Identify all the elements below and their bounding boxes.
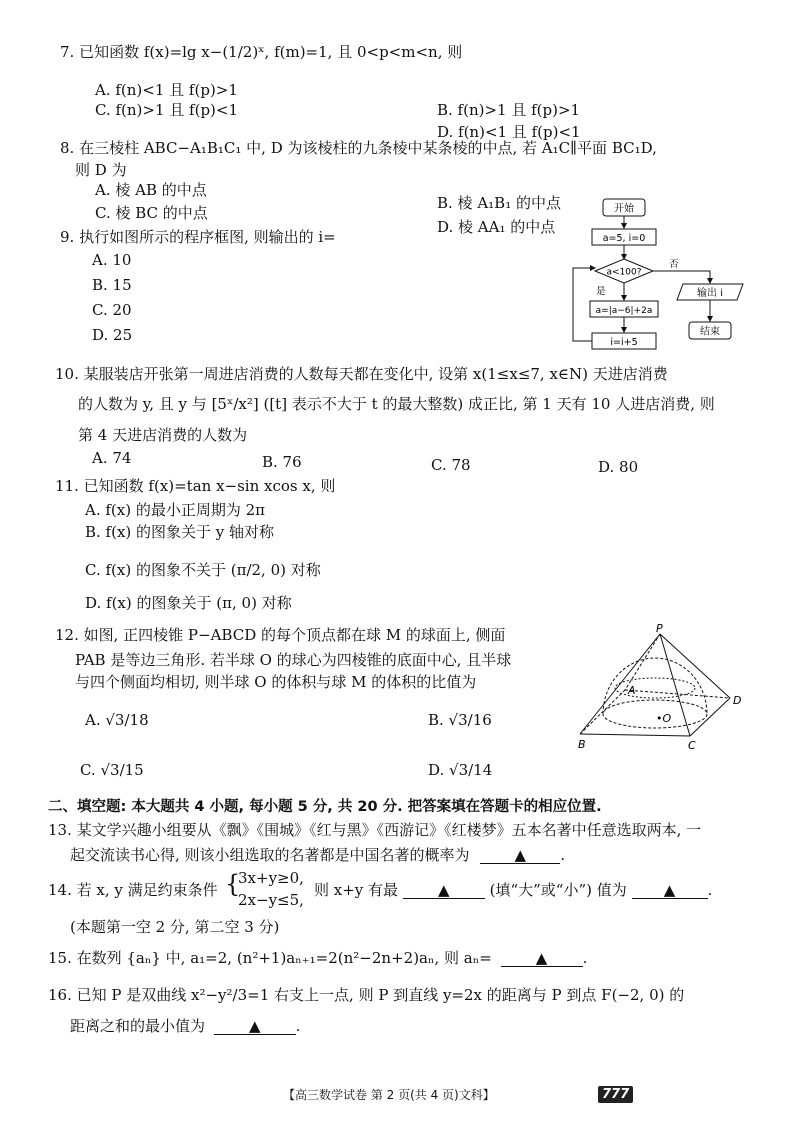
q8-option-b: B. 棱 A₁B₁ 的中点 [437,194,561,212]
q13-line1: 13. 某文学兴趣小组要从《飘》《围城》《红与黑》《西游记》《红楼梦》五本名著中任意选取两本, 一 [48,821,702,839]
q9-option-c: C. 20 [92,301,132,319]
blank-marker-icon: ▲ [514,846,527,864]
q16-line2-text: 距离之和的最小值为 [70,1017,206,1035]
q14-pre: 14. 若 x, y 满足约束条件 [48,881,218,899]
q8-option-a: A. 棱 AB 的中点 [95,181,207,199]
q14-answer-blank-1[interactable] [403,882,485,899]
flow-update-a-text: a=|a−6|+2a [595,306,653,316]
q12-line1: 12. 如图, 正四棱锥 P−ABCD 的每个顶点都在球 M 的球面上, 侧面 [55,626,506,644]
q10-line1: 10. 某服装店开张第一周进店消费的人数每天都在变化中, 设第 x(1≤x≤7, x∈N) 天进店消费 [55,365,668,383]
blank-marker-icon: ▲ [249,1017,261,1035]
q10-option-d: D. 80 [598,458,639,476]
q8-stem-line1: 8. 在三棱柱 ABC−A₁B₁C₁ 中, D 为该棱柱的九条棱中某条棱的中点, 若 A₁C∥平面 BC₁D, [60,139,657,157]
q13-answer-blank[interactable] [480,847,560,864]
pyramid-label-o: •O [656,712,672,725]
q7-option-d: D. f(n)<1 且 f(p)<1 [437,123,581,141]
q12-option-a: A. √3/18 [85,711,149,729]
q9-option-d: D. 25 [92,326,133,344]
pyramid-label-c: C [688,739,696,752]
pyramid-label-b: B [578,738,586,751]
flow-init-text: a=5, i=0 [602,233,646,244]
pyramid-label-d: D [733,694,742,707]
pyramid-label-p: P [656,622,663,635]
q15-answer-blank[interactable] [501,950,583,967]
flow-output-text: 输出 i [697,288,723,299]
q11-stem: 11. 已知函数 f(x)=tan x−sin xcos x, 则 [55,477,336,495]
q9-option-b: B. 15 [92,276,132,294]
q13-line2-text: 起交流读书心得, 则该小组选取的名著都是中国名著的概率为 [70,846,470,864]
q10-line3: 第 4 天进店消费的人数为 [78,426,248,444]
pyramid-label-a: A [628,684,636,697]
q12-line3: 与四个侧面均相切, 则半球 O 的体积与球 M 的体积的比值为 [75,673,477,691]
q12-option-d: D. √3/14 [428,761,493,779]
blank-marker-icon: ▲ [663,881,676,899]
q9-flowchart [565,196,755,356]
flow-end-text: 结束 [700,326,720,338]
q13-line2: 起交流读书心得, 则该小组选取的名著都是中国名著的概率为 ▲ . [70,846,566,864]
flow-start-text: 开始 [614,203,634,215]
q16-line2: 距离之和的最小值为 ▲ . [70,1017,301,1035]
flow-update-i-text: i=i+5 [610,337,638,348]
q14-mid-text: 则 x+y 有最 [314,881,399,899]
q7-stem: 7. 已知函数 f(x)=lg x−(1/2)ˣ, f(m)=1, 且 0<p<m<n, 则 [60,43,463,61]
q12-option-b: B. √3/16 [428,711,492,729]
q10-line2: 的人数为 y, 且 y 与 [5ˣ/x²] ([t] 表示不大于 t 的最大整数) 成正比, 第 1 天有 10 人进店消费, 则 [78,395,715,413]
section-2-heading: 二、填空题: 本大题共 4 小题, 每小题 5 分, 共 20 分. 把答案填在答题卡的相应位置. [48,799,602,815]
q11-option-a: A. f(x) 的最小正周期为 2π [85,501,266,519]
q9-stem: 9. 执行如图所示的程序框图, 则输出的 i= [60,228,336,246]
q14-mid2-text: (填“大”或“小”) 值为 [489,881,627,899]
q10-option-a: A. 74 [92,449,132,467]
q12-pyramid-figure [570,622,755,757]
flow-no-label: 否 [669,259,679,270]
q7-option-b: B. f(n)>1 且 f(p)>1 [437,101,581,119]
q12-option-c: C. √3/15 [80,761,144,779]
q15-line: 15. 在数列 {aₙ} 中, a₁=2, (n²+1)aₙ₊₁=2(n²−2n+2)aₙ, 则 aₙ= ▲ . [48,949,588,967]
q14-note: (本题第一空 2 分, 第二空 3 分) [70,918,280,936]
q12-line2: PAB 是等边三角形. 若半球 O 的球心为四棱锥的底面中心, 且半球 [75,651,512,669]
q16-answer-blank[interactable] [214,1018,296,1035]
q9-option-a: A. 10 [92,251,132,269]
q8-option-c: C. 棱 BC 的中点 [95,204,208,222]
q14-constraint-2: 2x−y≤5, [238,891,304,909]
blank-marker-icon: ▲ [438,881,450,899]
page-code-badge [598,1083,633,1105]
flow-yes-label: 是 [596,286,606,297]
q7-option-c: C. f(n)>1 且 f(p)<1 [95,101,239,119]
q11-option-d: D. f(x) 的图象关于 (π, 0) 对称 [85,594,292,612]
q11-option-c: C. f(x) 的图象不关于 (π/2, 0) 对称 [85,561,321,579]
q14-brace-icon: { [225,870,241,898]
flow-condition-text: a<100? [606,267,642,278]
page-footer: 【高三数学试卷 第 2 页(共 4 页)文科】 [283,1088,495,1102]
page-code: 777 [598,1086,633,1103]
q15-text: 15. 在数列 {aₙ} 中, a₁=2, (n²+1)aₙ₊₁=2(n²−2n+2)aₙ, 则 aₙ= [48,949,492,967]
q10-option-b: B. 76 [262,453,302,471]
blank-marker-icon: ▲ [535,949,548,967]
q10-option-c: C. 78 [431,456,471,474]
q8-stem-line2: 则 D 为 [75,161,127,179]
q14-answer-blank-2[interactable] [632,882,708,899]
q14-mid: 则 x+y 有最 ▲ (填“大”或“小”) 值为 ▲ . [314,881,713,899]
q16-line1: 16. 已知 P 是双曲线 x²−y²/3=1 右支上一点, 则 P 到直线 y=2x 的距离与 P 到点 F(−2, 0) 的 [48,986,685,1004]
q11-option-b: B. f(x) 的图象关于 y 轴对称 [85,523,275,541]
q14-constraint-1: 3x+y≥0, [238,869,304,887]
q7-option-a: A. f(n)<1 且 f(p)>1 [95,81,238,99]
q8-option-d: D. 棱 AA₁ 的中点 [437,218,556,236]
